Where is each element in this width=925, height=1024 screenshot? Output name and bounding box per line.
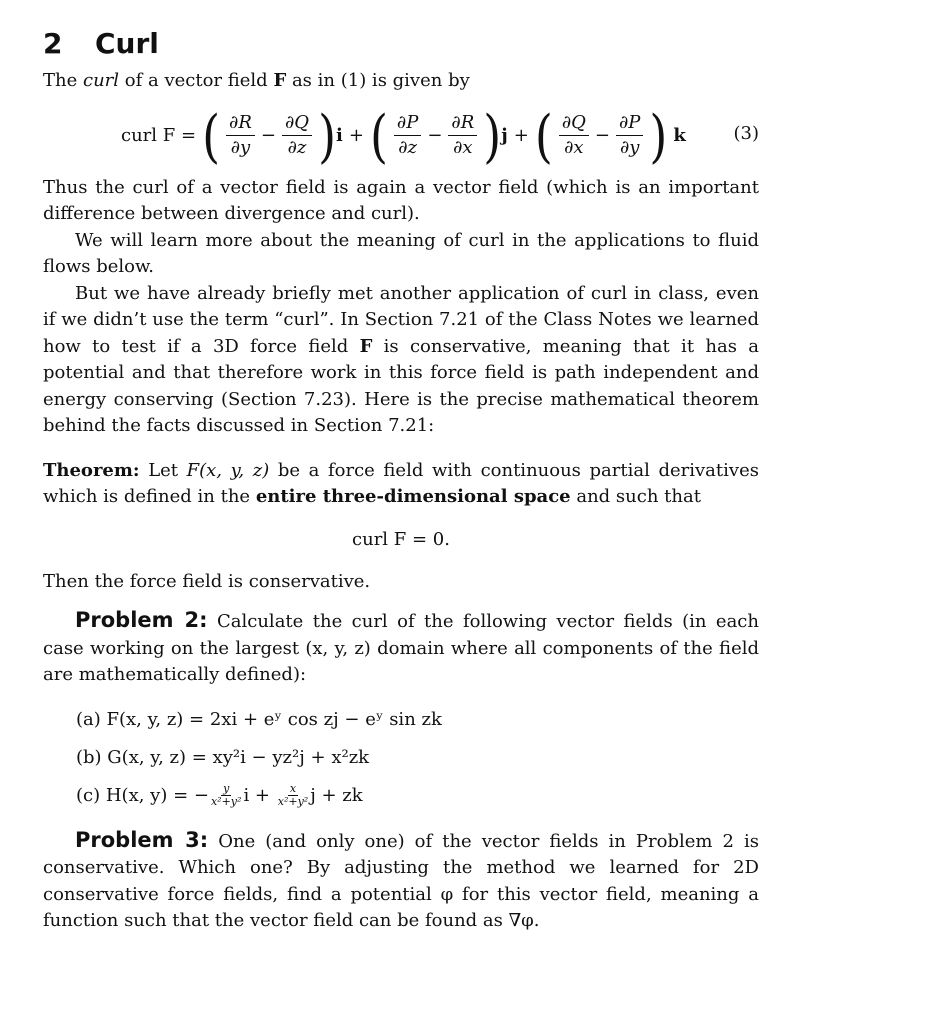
problem-2-label: Problem 2: xyxy=(75,608,208,632)
section-number: 2 xyxy=(43,27,63,60)
problem-3-label: Problem 3: xyxy=(75,827,209,852)
problem-2a: (a) F(x, y, z) = 2xi + eʸ cos zj − eʸ sin zk xyxy=(76,708,442,730)
fraction: $\frac{\partial Q}{\partial z}$ xyxy=(282,112,312,159)
fraction: $\frac{\partial P}{\partial y}$ xyxy=(616,112,643,159)
conclusion: Then the force field is conservative. xyxy=(43,570,371,592)
fraction: $\frac{\partial R}{\partial x}$ xyxy=(448,112,477,159)
problem-2b: (b) G(x, y, z) = xy²i − yz²j + x²zk xyxy=(76,746,370,768)
theorem: Theorem: Let F(x, y, z) be a force field with continuous partial derivatives which is defined in the entire three-dimensional space and such that xyxy=(43,459,759,507)
paragraph-1: Thus the curl of a vector field is again a vector field (which is an important difference between divergence and curl). xyxy=(43,176,759,224)
problem-2c: (c) H(x, y) = − $\frac{y}{\text{x²+y²}}$ i + $\frac{x}{\text{x²+y²}}$ j + zk xyxy=(76,782,363,808)
section-title xyxy=(43,24,759,68)
fraction: $\frac{\partial P}{\partial z}$ xyxy=(394,112,421,159)
intro-paragraph: The curl of a vector field F as in (1) is given by xyxy=(43,70,470,91)
curl-term: curl xyxy=(83,70,120,91)
equation-number: (3) xyxy=(733,122,759,144)
fraction: $\frac{\partial R}{\partial y}$ xyxy=(226,112,255,159)
paragraph-3: But we have already briefly met another application of curl in class, even if we didn’t use the term “curl”. In Section 7.21 of the Class Notes we learned how to test if a 3D force field F is conservative, meaning that it has a potential and that therefore work in this force field is path independent and energy conserving (Section 7.23). Here is the precise mathematical theorem behind the facts discussed in Section 7.21: xyxy=(43,282,759,436)
curl-lhs: curl F = xyxy=(121,125,197,146)
page xyxy=(43,24,759,935)
theorem-equation: curl F = 0. xyxy=(352,528,450,550)
fraction: $\frac{\partial Q}{\partial x}$ xyxy=(559,112,589,159)
paragraph-2: We will learn more about the meaning of curl in the applications to fluid flows below. xyxy=(43,229,759,277)
problem-3: Problem 3: One (and only one) of the vector fields in Problem 2 is conservative. Which one? By adjusting the method we learned for 2D conservative force fields, find a potential φ for this vector field, meaning a function such that the vector field can be found as ∇φ. xyxy=(43,827,759,931)
curl-equation: curl F = ( $\frac{\partial R}{\partial y}$ − $\frac{\partial Q}{\partial z}$ ) i + ( $\frac{\partial P}{\partial z}$ − $\frac{\partial R}{\partial x}$ ) j + ( $\frac{\partial Q}{\partial x}$ − $\frac{\partial P}{\partial y}$ ) k (3) xyxy=(121,101,759,170)
problem-2: Problem 2: Calculate the curl of the following vector fields (in each case working on the largest (x, y, z) domain where all components of the field are mathematically defined): xyxy=(43,608,759,685)
section-title-text: Curl xyxy=(95,27,159,60)
theorem-label: Theorem: xyxy=(43,459,140,481)
